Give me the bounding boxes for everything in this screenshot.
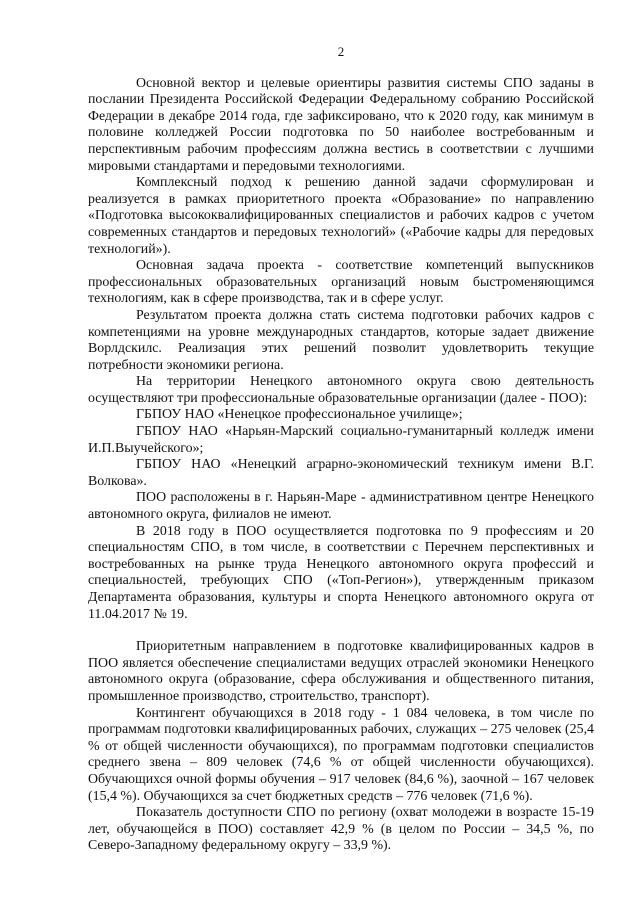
paragraph-territory-organizations: На территории Ненецкого автономного округа свою деятельность осуществляют три профессиональные образовательные организации (далее - ПОО):	[88, 374, 594, 406]
paragraph-org-professional-school: ГБПОУ НАО «Ненецкое профессиональное училище»;	[136, 407, 463, 423]
paragraph-training-2018: В 2018 году в ПОО осуществляется подготовка по 9 профессиям и 20 специальностям СПО, в том числе, в соответствии с Перечнем перспективных и востребованных на рынке труда Ненецкого автономного округа профессий и специальностей, требующих СПО («Топ-Регион»), утвержденным приказом Департамента образования, культуры и спорта Ненецкого автономного округа от 11.04.2017 № 19.	[88, 523, 594, 622]
paragraph-location: ПОО расположены в г. Нарьян-Маре - административном центре Ненецкого автономного округа, филиалов не имеют.	[88, 490, 594, 523]
paragraph-student-contingent: Контингент обучающихся в 2018 году - 1 084 человека, в том числе по программам подготовки квалифицированных рабочих, служащих – 275 человек (25,4 % от общей численности обучающихся), по программам подготовки специалистов среднего звена – 809 человек (74,6 % от общей численности обучающихся). Обучающихся очной формы обучения – 917 человек (84,6 %), заочной – 167 человек (15,4 %). Обучающихся за счет бюджетных средств – 776 человек (71,6 %).	[88, 705, 594, 804]
document-body	[88, 76, 594, 855]
paragraph-project-result: Результатом проекта должна стать система подготовки рабочих кадров с компетенциями на уровне международных стандартов, которые задает движение Ворлдскилс. Реализация этих решений позволит удовлетворить текущие потребности экономики региона.	[88, 307, 594, 373]
paragraph-org-agrarian-college: ГБПОУ НАО «Ненецкий аграрно-экономический техникум имени В.Г. Волкова».	[88, 457, 594, 489]
paragraph-comprehensive-approach: Комплексный подход к решению данной задачи сформулирован и реализуется в рамках приоритетного проекта «Образование» по направлению «Подготовка высококвалифицированных специалистов и рабочих кадров с учетом современных стандартов и передовых технологий» («Рабочие кадры для передовых технологий»).	[88, 175, 594, 257]
paragraph-main-task: Основная задача проекта - соответствие компетенций выпускников профессиональных образовательных организаций новым быстроменяющимся технологиям, как в сфере производства, так и в сфере услуг.	[88, 258, 594, 307]
paragraph-priority-direction: Приоритетным направлением в подготовке квалифицированных кадров в ПОО является обеспечение специалистами ведущих отраслей экономики Ненецкого автономного округа (образование, сфера обслуживания и общественного питания, промышленное производство, строительство, транспорт).	[88, 639, 594, 704]
page-number: 2	[337, 44, 345, 59]
paragraph-accessibility-indicator: Показатель доступности СПО по региону (охват молодежи в возрасте 15-19 лет, обучающейся в ПОО) составляет 42,9 % (в целом по России – 34,5 %, по Северо-Западному федеральному округу – 33,9 %).	[88, 805, 594, 854]
paragraph-org-social-college: ГБПОУ НАО «Нарьян-Марский социально-гуманитарный колледж имени И.П.Выучейского»;	[88, 424, 594, 456]
paragraph-development-vector: Основной вектор и целевые ориентиры развития системы СПО заданы в послании Президента Российской Федерации Федеральному собранию Российской Федерации в декабре 2014 года, где зафиксировано, что к 2020 году, как минимум в половине колледжей России подготовка по 50 наиболее востребованным и перспективным рабочим профессиям должна вестись в соответствии с лучшими мировыми стандартами и передовыми технологиями.	[88, 75, 594, 174]
